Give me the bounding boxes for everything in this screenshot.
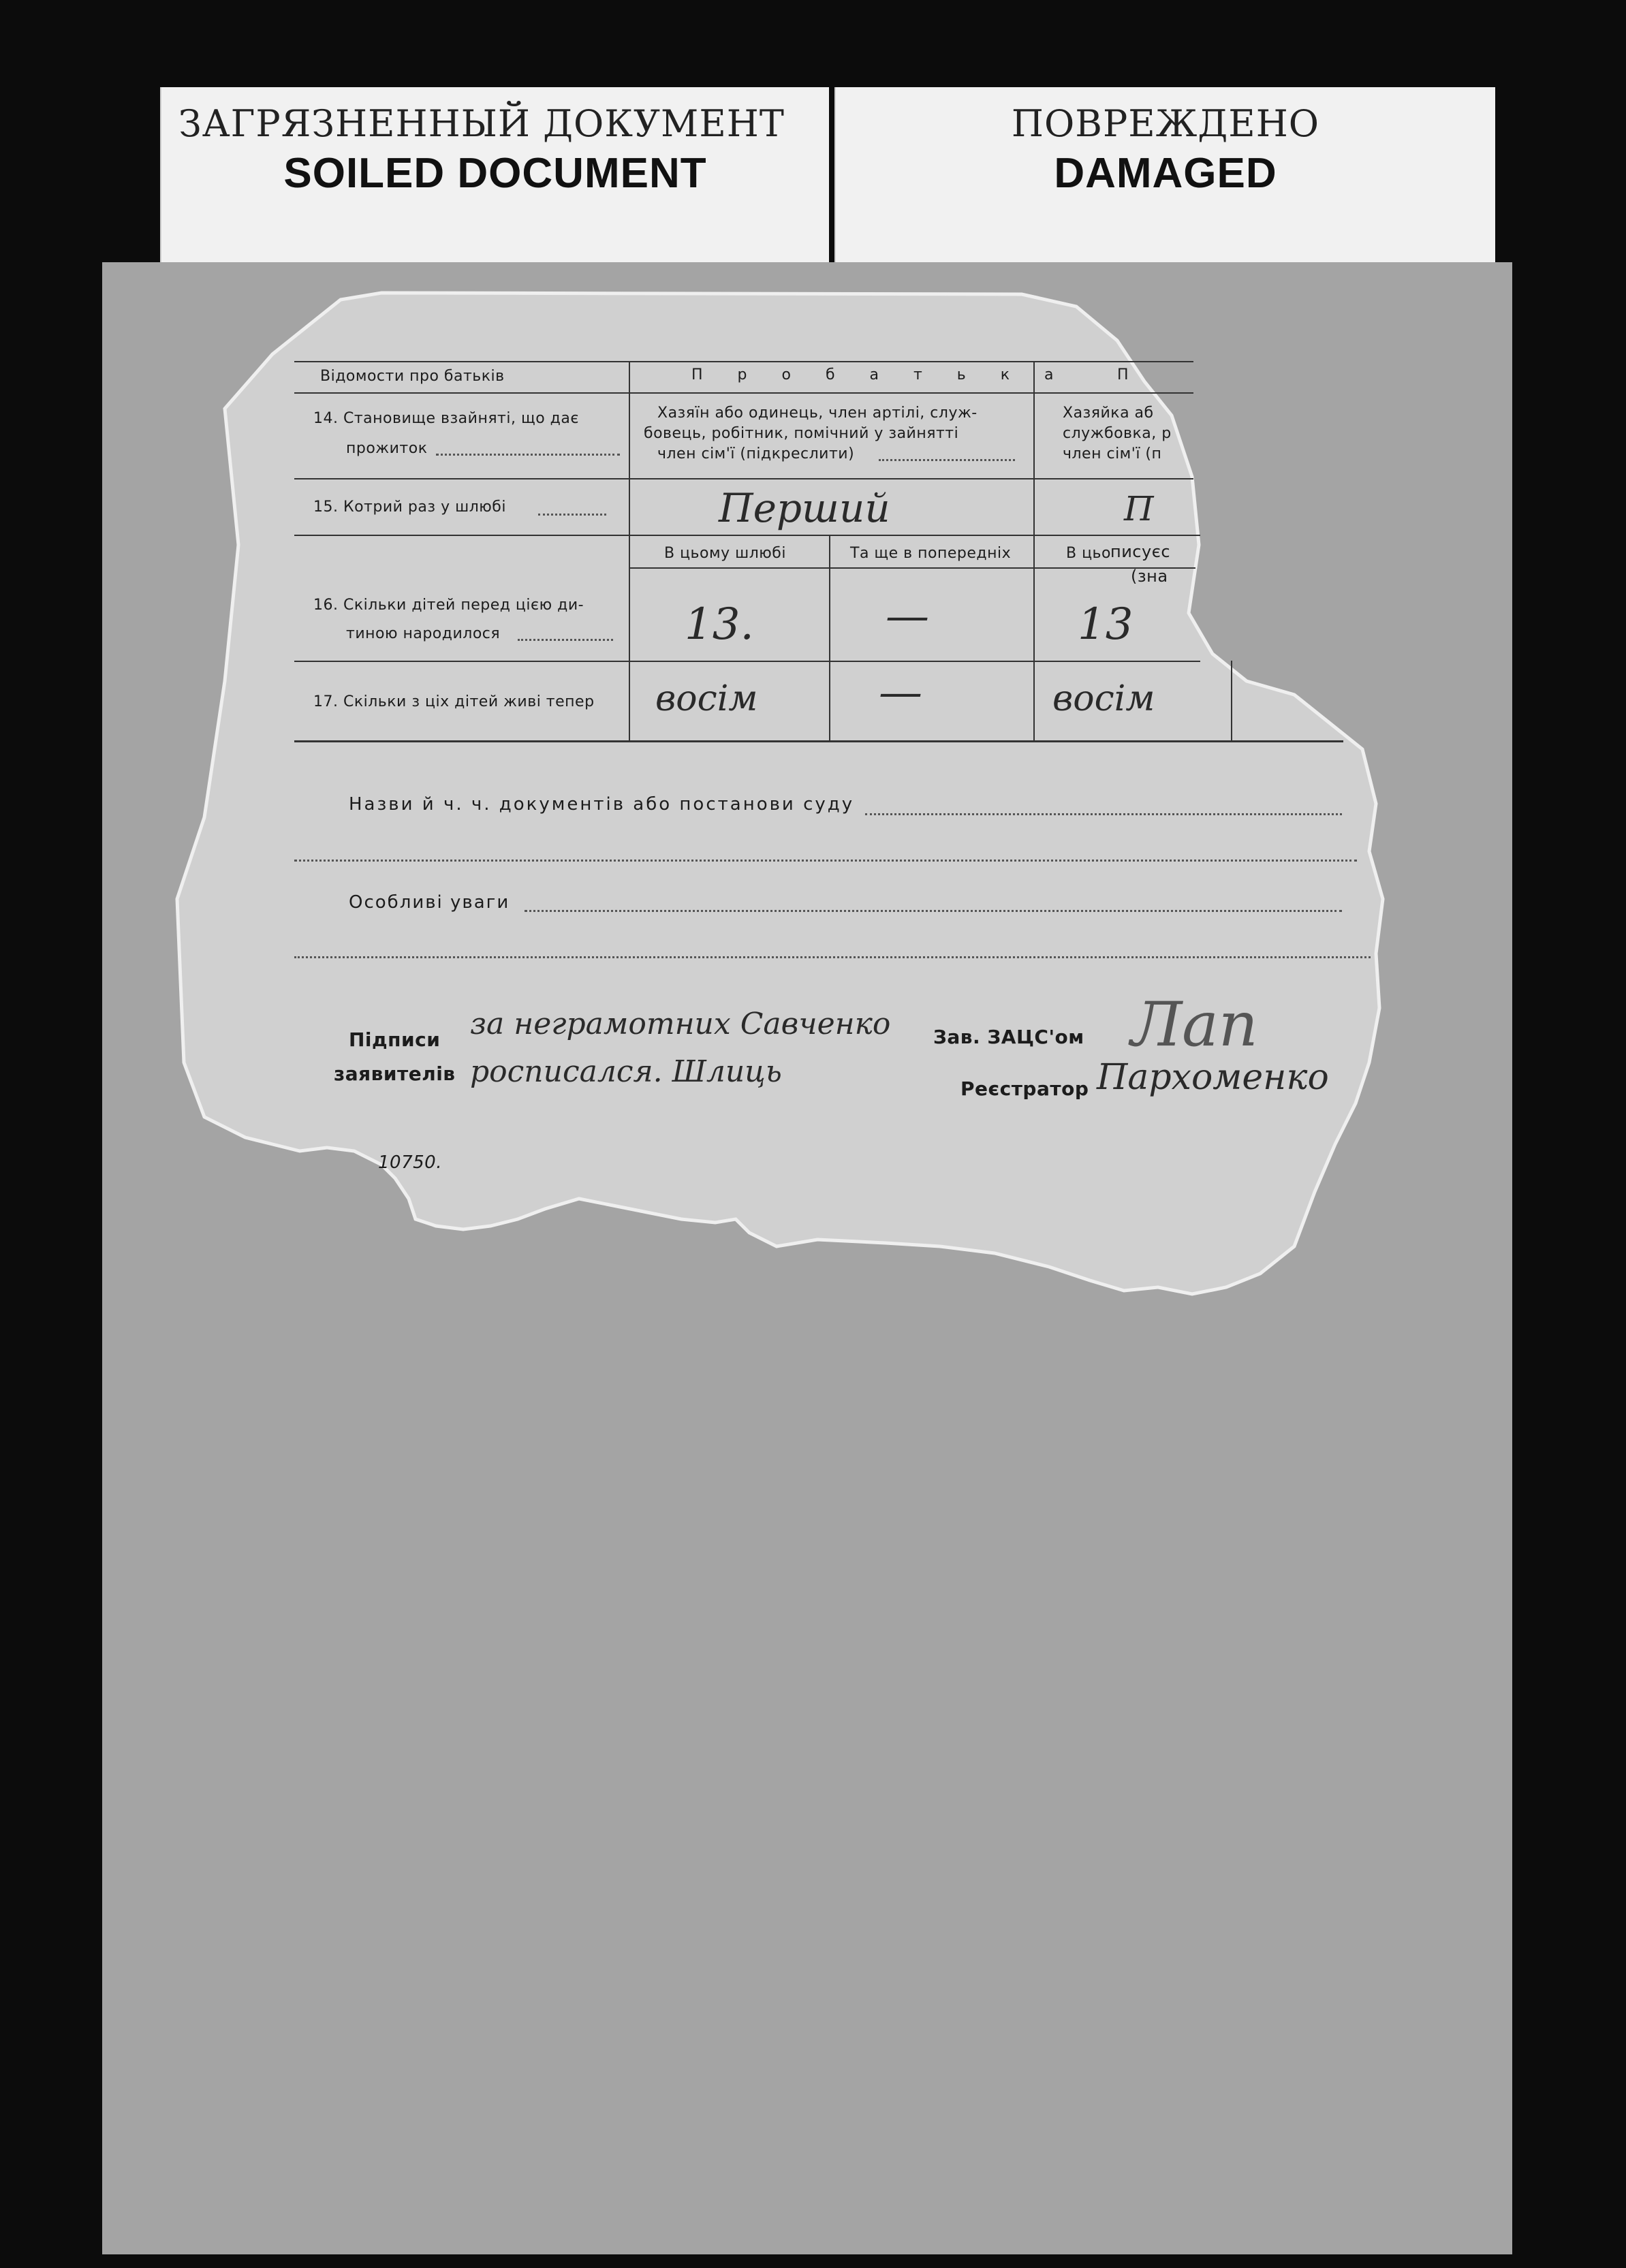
row14-label-line1: 14. Становище взайняті, що дає (313, 410, 579, 427)
header-about-mother: П (1117, 366, 1129, 383)
damaged-label-russian: ПОВРЕЖДЕНО (1011, 102, 1320, 145)
row14-father-option-line2: бовець, робітник, помічний у зайнятті (644, 425, 959, 442)
remarks-dots-2 (294, 956, 1371, 958)
row15-leader-dots (538, 514, 606, 516)
row14-father-option-line3: член сім'ї (підкреслити) (657, 445, 855, 462)
applicants-signatures-label-line2: заявителів (334, 1062, 456, 1085)
row15-father-value: Перший (719, 485, 890, 531)
row16-label-line1: 16. Скільки дітей перед цією ди- (313, 597, 584, 614)
column-divider-4 (1231, 661, 1232, 740)
row16-previous-header: Та ще в попередніх (850, 545, 1012, 562)
row16-mother-fragment-1: писуєс (1110, 542, 1171, 561)
registrar-signature: Пархоменко (1097, 1057, 1329, 1098)
applicants-signatures-label-line1: Підписи (349, 1028, 441, 1051)
remarks-dots-1 (525, 910, 1342, 912)
header-parents-info: Відомости про батьків (320, 368, 505, 385)
row14-mother-option-line2: службовка, р (1063, 425, 1172, 442)
applicant-signature-line1: за неграмотних Савченко (470, 1007, 891, 1041)
row17-label: 17. Скільки з ціх дітей живі тепер (313, 693, 595, 710)
row15-label: 15. Котрий раз у шлюбі (313, 499, 506, 516)
remarks-label: Особливі уваги (349, 892, 510, 913)
table-top-rule (294, 361, 1193, 362)
row16-this-marriage-header: В цьому шлюбі (664, 545, 786, 562)
row14-mother-option-line3: член сім'ї (п (1063, 445, 1162, 462)
column-divider-2 (1033, 361, 1035, 740)
documents-dots-1 (865, 813, 1342, 815)
zags-head-label: Зав. ЗАЦС'ом (933, 1026, 1084, 1048)
row16-father-previous-value: — (886, 591, 929, 642)
row16-father-this-marriage-value: 13. (685, 599, 754, 650)
table-bottom-rule (294, 740, 1343, 742)
row15-mother-value: П (1124, 489, 1154, 529)
row15-bottom-rule (294, 535, 1200, 536)
row14-label-line2: прожиток (346, 440, 428, 457)
registrar-label: Реєстратор (960, 1077, 1089, 1100)
row16-bottom-rule (294, 661, 1200, 662)
subheader-bottom-rule (630, 567, 1195, 569)
row16-leader-dots (518, 639, 613, 641)
row16-label-line2: тиною народилося (346, 625, 501, 642)
row17-father-this-marriage-value: восім (655, 678, 758, 719)
row17-mother-this-marriage-value: восім (1052, 678, 1155, 719)
column-divider-3 (829, 535, 830, 740)
applicant-signature-line2: росписался. Шлиць (470, 1054, 782, 1089)
row14-mother-option-line1: Хазяйка аб (1063, 405, 1154, 422)
row16-mother-fragment-2: (зна (1131, 567, 1168, 586)
row14-leader-dots (436, 454, 620, 456)
row17-father-previous-value: — (879, 667, 922, 718)
row14-father-option-line1: Хазяїн або одинець, член артілі, служ- (657, 405, 978, 422)
header-bottom-rule (294, 392, 1193, 394)
soiled-label-russian: ЗАГРЯЗНЕННЫЙ ДОКУМЕНТ (178, 102, 785, 145)
soiled-label-english: SOILED DOCUMENT (283, 150, 707, 197)
zags-head-signature: Лап (1131, 989, 1258, 1060)
documents-dots-2 (294, 860, 1357, 862)
printer-code: 10750. (378, 1152, 442, 1173)
row16-mother-this-header: В цьо (1066, 545, 1111, 562)
column-divider-1 (629, 361, 630, 740)
row14-bottom-rule (294, 478, 1193, 479)
damaged-label-english: DAMAGED (1054, 150, 1277, 197)
row16-mother-this-marriage-value: 13 (1078, 599, 1133, 650)
row14-father-dots (879, 459, 1015, 461)
documents-label: Назви й ч. ч. документів або постанови суду (349, 794, 855, 815)
header-about-father: П р о б а т ь к а (691, 366, 1069, 383)
